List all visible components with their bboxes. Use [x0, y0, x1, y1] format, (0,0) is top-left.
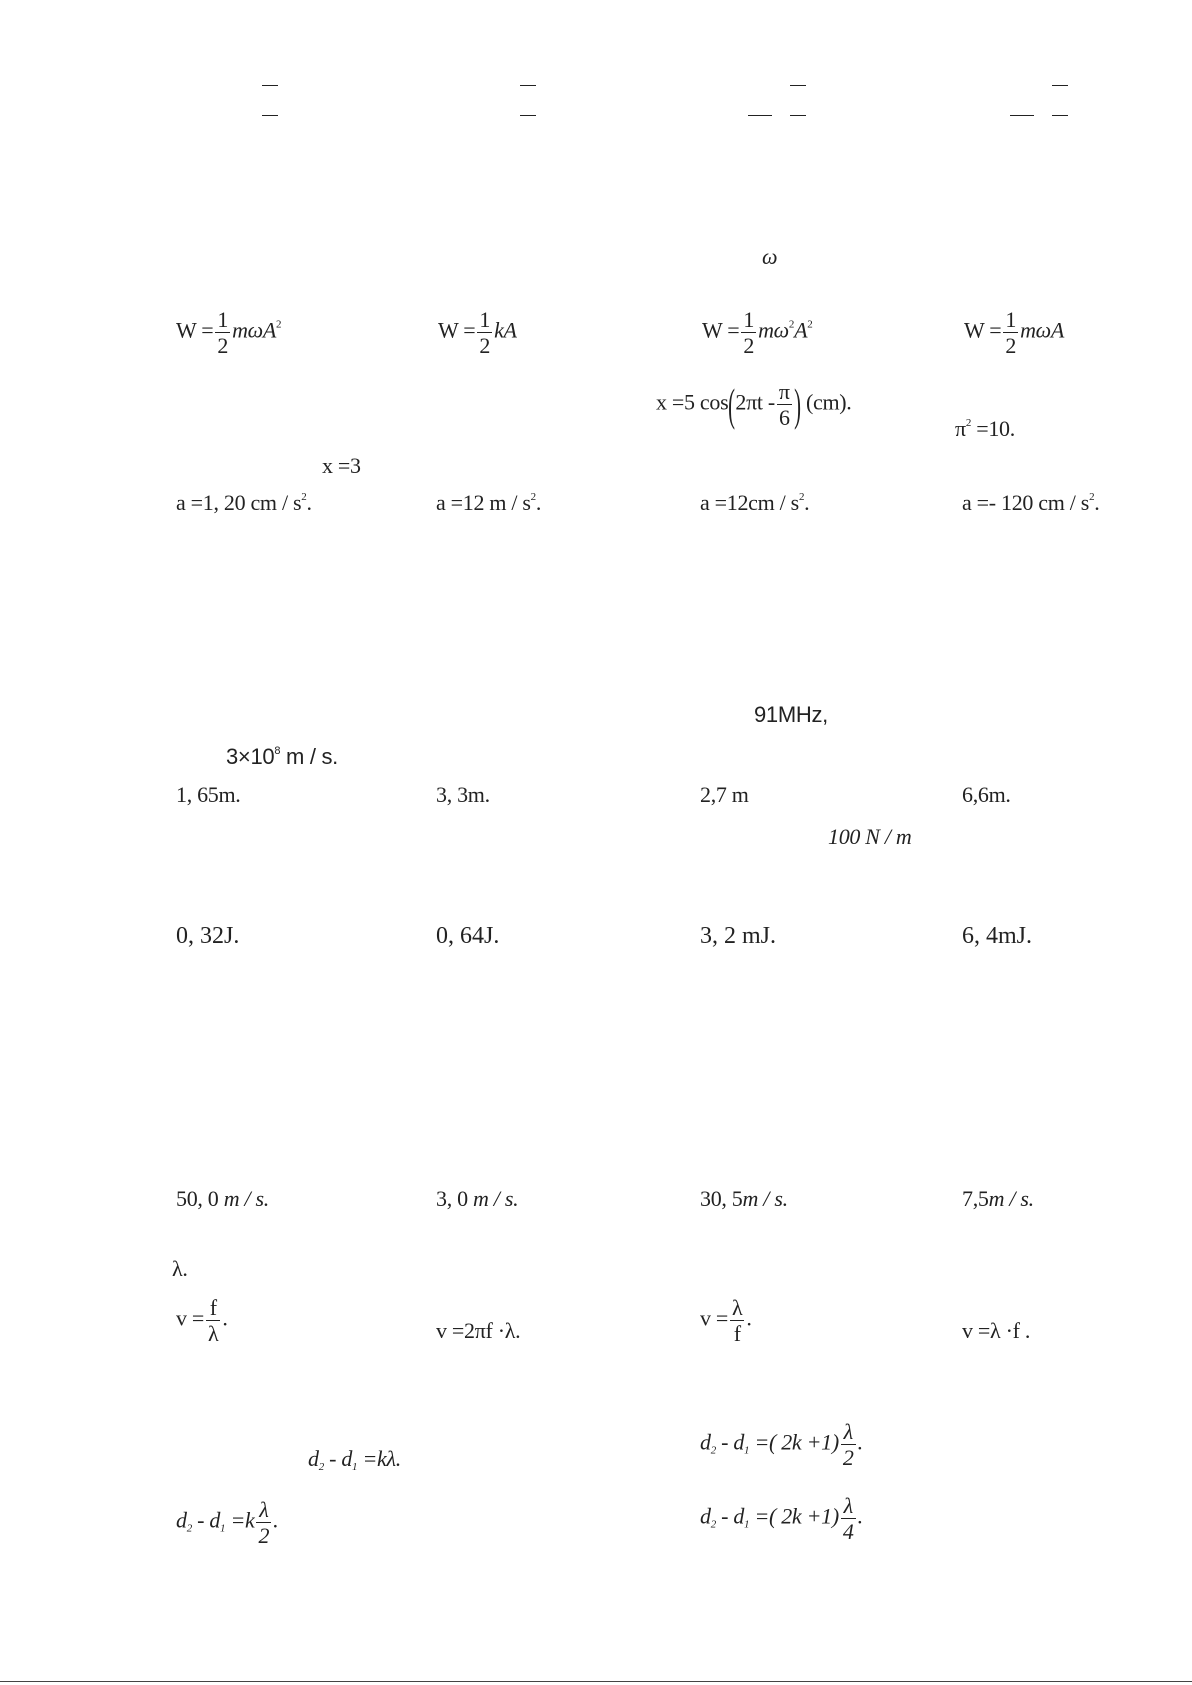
lambda-symbol: λ.: [172, 1256, 188, 1281]
omega-symbol: ω: [762, 244, 778, 269]
radio-frequency: 91MHz,: [754, 702, 828, 727]
velocity-option-d: v =λ ·f .: [962, 1318, 1031, 1343]
interference-option-d: $d_2 - d_1$ =( 2k +1) $\frac{\lambda}{4}$ .: [700, 1493, 863, 1545]
wavelength-option-a: 1, 65m.: [176, 782, 241, 807]
fraction-bar: [790, 85, 806, 86]
wavelength-option-d: 6,6m.: [962, 782, 1011, 807]
spring-constant: 100 N / m: [828, 824, 912, 849]
light-speed: $3\times 10^8$ m / s.: [226, 744, 338, 769]
pi-squared: $\pi^2 =10$.: [955, 416, 1015, 441]
energy-formula-c: W = $\frac{1}{2}$ $m\omega^2A^2$: [702, 307, 813, 359]
interference-option-a: $d_2 - d_1 =k\lambda$.: [308, 1446, 401, 1473]
accel-option-c: $a =12cm / s^2$.: [700, 490, 810, 515]
oscillation-equation: x =5 cos(2πt - $\frac{\pi}{6}$ ) (cm).: [656, 378, 852, 431]
speed-option-c: 30, 5m / s.: [700, 1186, 788, 1211]
speed-option-b: 3, 0 m / s.: [436, 1186, 519, 1211]
accel-option-b: a =12 m / $s^2$.: [436, 490, 542, 515]
energy-formula-b: W = $\frac{1}{2}$ kA: [438, 307, 517, 359]
fraction-bar: [520, 115, 536, 116]
fraction-bar: [790, 115, 806, 116]
energy-formula-d: W = $\frac{1}{2}$ mωA: [964, 307, 1065, 359]
energy-option-d: 6, 4mJ.: [962, 923, 1033, 949]
wavelength-option-c: 2,7 m: [700, 782, 749, 807]
energy-formula-a: W = $\frac{1}{2}$ mωA$^2$: [176, 307, 282, 359]
energy-option-c: 3, 2 mJ.: [700, 923, 777, 949]
velocity-option-a: v = $\frac{f}{\lambda}$ .: [176, 1295, 228, 1347]
accel-option-d: a =- 120 cm / $s^2$.: [962, 490, 1100, 515]
energy-option-a: 0, 32J.: [176, 923, 240, 949]
accel-option-a: a =1, 20 cm / $s^2$.: [176, 490, 312, 515]
fraction-bar: [748, 115, 772, 116]
fraction-bar: [1052, 115, 1068, 116]
fraction-bar: [1052, 85, 1068, 86]
fraction-bar: [520, 85, 536, 86]
velocity-option-c: v = $\frac{\lambda}{f}$ .: [700, 1295, 752, 1347]
speed-option-a: 50, 0 m / s.: [176, 1186, 269, 1211]
interference-option-b: $d_2 - d_1 =k$ $\frac{\lambda}{2}$ .: [176, 1497, 279, 1549]
energy-option-b: 0, 64J.: [436, 923, 500, 949]
velocity-option-b: v =2πf ·λ.: [436, 1318, 521, 1343]
page-bottom-rule: [0, 1681, 1192, 1682]
fraction-bar: [262, 85, 278, 86]
fraction-bar: [262, 115, 278, 116]
x-value: x =3: [322, 453, 361, 478]
fraction-bar: [1010, 115, 1034, 116]
interference-option-c: $d_2 - d_1$ =( 2k +1) $\frac{\lambda}{2}$ .: [700, 1419, 863, 1471]
wavelength-option-b: 3, 3m.: [436, 782, 490, 807]
speed-option-d: 7,5m / s.: [962, 1186, 1034, 1211]
